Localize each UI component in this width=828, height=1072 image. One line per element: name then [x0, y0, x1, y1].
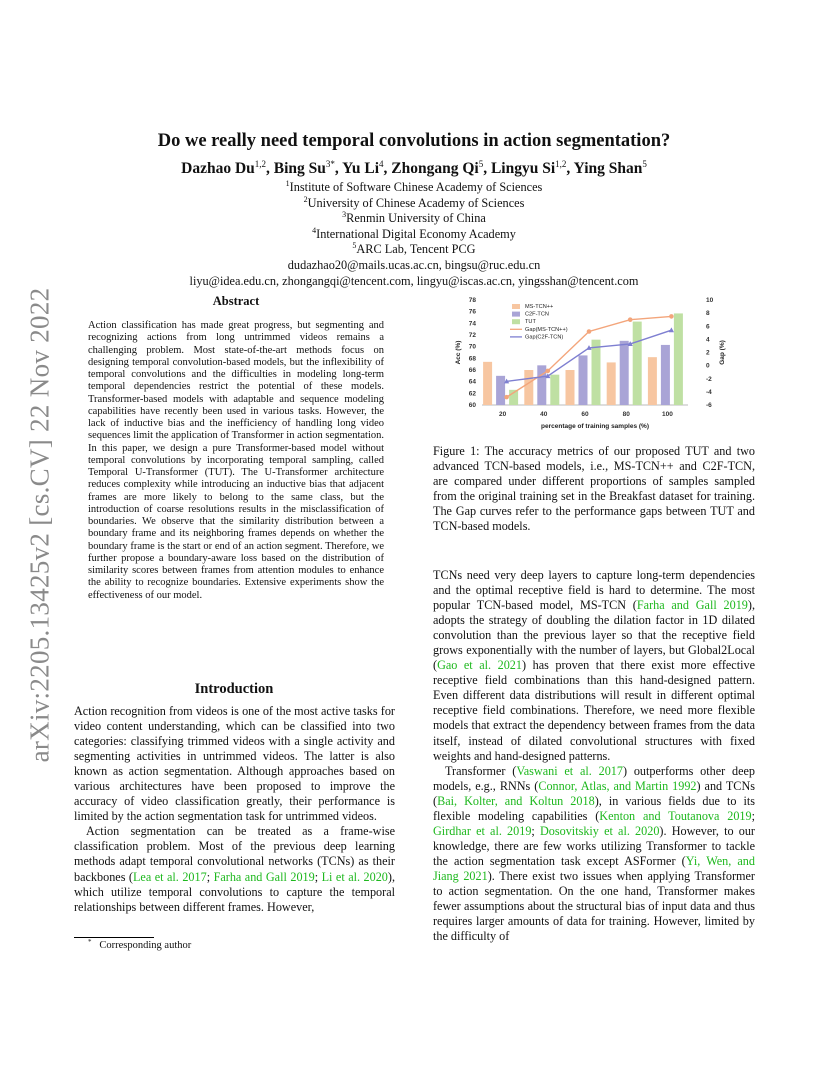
citation-link[interactable]: Farha and Gall 2019 [213, 869, 315, 884]
x-tick-label: 20 [498, 411, 507, 418]
author-affil-mark: 4 [379, 159, 384, 169]
author-separator: , [383, 160, 392, 177]
y2-tick-label: 4 [706, 336, 710, 344]
author-name: Yu Li [342, 160, 380, 177]
y2-axis-title: Gap (%) [719, 340, 726, 365]
y2-tick-label: -2 [706, 375, 712, 383]
y-tick-label: 72 [468, 332, 476, 339]
paragraph [74, 824, 395, 914]
point-gap-ms-tcn- [546, 369, 551, 374]
y-tick-label: 76 [468, 308, 476, 316]
bar-tut [633, 322, 642, 405]
y-tick-label: 68 [468, 355, 476, 363]
legend-label: C2F-TCN [525, 311, 549, 318]
affiliation-text: University of Chinese Academy of Sciences [307, 195, 525, 210]
y-axis-title: Acc (%) [455, 340, 462, 365]
affiliation-mark: 1 [285, 179, 290, 188]
citation-link[interactable]: Li et al. 2020 [321, 869, 388, 884]
body-text: ; [314, 869, 322, 884]
bar-c2f-tcn [661, 345, 670, 405]
legend-label: MS-TCN++ [525, 304, 554, 310]
point-gap-ms-tcn- [587, 329, 592, 334]
x-tick-label: 40 [540, 411, 548, 418]
author-list [74, 160, 754, 178]
y2-tick-label: 0 [706, 362, 710, 370]
citation-link[interactable]: Gao et al. 2021 [437, 658, 522, 673]
y2-tick-label: 2 [706, 349, 710, 357]
x-tick-label: 80 [622, 411, 630, 418]
bar-tut [592, 340, 601, 405]
paragraph [433, 568, 755, 764]
affiliation-text: International Digital Economy Academy [316, 226, 516, 241]
paragraph [74, 704, 395, 824]
accuracy-chart [430, 290, 756, 440]
bar-tut [550, 375, 559, 405]
author-name: Dazhao Du [181, 160, 255, 177]
abstract-text: Action classification has made great progress, but segmenting and recognizing actions from long untrimmed videos remains a challenging problem. Most state-of-the-art methods focus on designing temporal convolution-based models, but the inflexibility of temporal convolutions and the difficulties in modeling long-term temporal dependencies restrict the potential of these models. Transformer-based models with adaptable and sequence modeling capabilities have recently been used in various tasks. However, the lack of inductive bias and the inefficiency of handling long video sequences limit the application of Transformer in action segmentation. In this paper, we design a pure Transformer-based model without temporal convolutions by incorporating temporal sampling, called Temporal U-Transformer (TUT). The U-Transformer architecture reduces complexity while introducing an inductive bias that adjacent frames are more likely to belong to the same class, but the introduction of coarse resolutions results in the misclassification of boundaries. We observe that the similarity distribution between a boundary frame and its neighboring frames depends on whether the boundary frame is the start or end of an action segment. Therefore, we further propose a boundary-aware loss based on the distribution of similarity scores between frames from attention modules to enhance the ability to recognize boundaries. Extensive experiments show the effectiveness of our model. [88, 320, 384, 601]
bar-ms-tcn- [648, 357, 657, 405]
bar-ms-tcn- [566, 370, 575, 405]
author-name: Lingyu Si [490, 160, 556, 177]
affiliation-line [74, 180, 754, 196]
point-gap-ms-tcn- [669, 314, 674, 319]
citation-link[interactable]: Kenton and Toutanova 2019 [599, 808, 752, 823]
y2-tick-label: 10 [706, 297, 714, 304]
citation-link[interactable]: Yi, Wen, and Jiang 2021 [433, 853, 755, 883]
footnote-rule [74, 937, 154, 938]
citation-link[interactable]: Lea et al. 2017 [132, 869, 207, 884]
right-column-body [433, 568, 755, 944]
author-separator: , [566, 160, 574, 177]
y-tick-label: 70 [468, 343, 476, 351]
arxiv-sidebar-stamp [22, 280, 58, 770]
author-separator: , [483, 160, 491, 177]
email-line: liyu@idea.edu.cn, zhongangqi@tencent.com, lingyu@iscas.ac.cn, yingsshan@tencent.com [189, 273, 639, 288]
legend-swatch [512, 319, 520, 324]
body-text: ), in various fields due to its flexible modeling capabilities ( [433, 793, 755, 823]
affiliation-line [74, 242, 754, 258]
bar-c2f-tcn [496, 376, 505, 405]
y-tick-label: 60 [468, 402, 476, 409]
citation-link[interactable]: Girdhar et al. 2019 [433, 823, 532, 838]
body-text: ). There exist two issues when applying Transformer to action segmentation. On the one hand, Transformer makes fewer assumptions about the structural bias of input data and thus requires larger amounts of data for training. However, limited by the difficulty of [433, 868, 755, 944]
y-tick-label: 66 [468, 367, 476, 374]
bar-ms-tcn- [607, 362, 616, 405]
affiliation-text: Renmin University of China [346, 211, 486, 226]
body-text: Action segmentation can be treated as a frame-wise classification problem. Most of the previous deep learning methods adapt temporal convolutional networks (TCNs) as their backbones ( [74, 824, 395, 884]
body-text: ), which utilize temporal convolutions to capture the temporal relationships between different frames. However, [74, 869, 396, 914]
x-tick-label: 60 [581, 411, 589, 418]
legend-swatch [512, 312, 520, 317]
affiliation-text: ARC Lab, Tencent PCG [356, 242, 476, 257]
point-gap-c2f-tcn- [669, 327, 674, 332]
author-affil-mark: 1,2 [555, 159, 567, 169]
y-tick-label: 78 [468, 297, 476, 304]
bar-ms-tcn- [524, 370, 533, 405]
author-affil-mark: 5 [478, 159, 484, 169]
author-affil-mark: 5 [642, 159, 647, 169]
point-gap-ms-tcn- [628, 317, 633, 322]
body-text: ) has proven that there exist more effective receptive field combinations than this hand-designed pattern. Even different data distributions will result in different optimal receptive field combinations. Therefore, we need more flexible models that extract the dependency between frames from the data itself, instead of dilated convolutional structures with fixed weights and hand-designed patterns. [433, 658, 755, 763]
author-separator: , [266, 160, 274, 177]
legend-label: Gap(MS-TCN++) [525, 326, 568, 333]
y-tick-label: 74 [468, 320, 476, 328]
left-column-body [74, 704, 395, 915]
figure-caption: Figure 1: The accuracy metrics of our proposed TUT and two advanced TCN-based models, i.e., MS-TCN++ and C2F-TCN, are compared under different proportions of samples sampled from the original training set in the Breakfast dataset for training. The Gap curves refer to the performance gaps between TUT and TCN-based models. [433, 444, 755, 534]
legend-label: Gap(C2F-TCN) [525, 334, 564, 341]
body-text: ; [531, 823, 540, 838]
affiliation-mark: 4 [312, 225, 317, 235]
affiliation-mark: 2 [303, 194, 308, 204]
body-text: ), adopts the strategy of doubling the dilation factor in 1D dilated convolution than the previous layer so that the receptive field grows exponentially with the number of layers, but Global2Local ( [433, 598, 755, 673]
legend-label: TUT [525, 319, 536, 326]
footnote [88, 940, 191, 951]
paper-title: Do we really need temporal convolutions in action segmentation? [157, 131, 671, 151]
point-gap-ms-tcn- [504, 395, 509, 400]
legend-swatch [512, 304, 520, 309]
affiliation-text: Institute of Software Chinese Academy of Sciences [289, 180, 543, 194]
body-text: ; [206, 869, 214, 884]
author-separator: , [334, 160, 343, 177]
x-tick-label: 100 [661, 411, 673, 418]
body-text: ) and TCNs ( [433, 778, 755, 808]
paragraph [433, 764, 755, 945]
footnote-text: Corresponding author [99, 940, 192, 951]
citation-link[interactable]: Farha and Gall 2019 [636, 598, 748, 613]
y2-tick-label: -6 [706, 402, 712, 409]
body-text: TCNs need very deep layers to capture long-term dependencies and the optimal receptive field is hard to determine. The most popular TCN-based model, MS-TCN ( [433, 568, 755, 613]
bar-c2f-tcn [579, 355, 588, 405]
email-line: dudazhao20@mails.ucas.ac.cn, bingsu@ruc.edu.cn [287, 257, 541, 272]
body-text: ). However, to our knowledge, there are few works utilizing Transformer to tackle the action segmentation task except ASFormer ( [433, 823, 755, 868]
y2-tick-label: -4 [706, 388, 712, 396]
author-affil-mark: 3* [325, 159, 335, 169]
bar-c2f-tcn [537, 365, 546, 405]
affiliation-line [74, 227, 754, 243]
body-text: ; [751, 808, 755, 823]
citation-link[interactable]: Vaswani et al. 2017 [516, 763, 623, 778]
body-text: Transformer ( [445, 763, 517, 778]
figure-1 [430, 290, 756, 440]
x-axis-title: percentage of training samples (%) [541, 423, 649, 430]
affiliation-mark: 3 [342, 210, 347, 220]
author-name: Bing Su [273, 160, 326, 177]
abstract-heading: Abstract [212, 294, 260, 308]
body-text: Action recognition from videos is one of the most active tasks for video content understanding, which can be classified into two categories: classifying trimmed videos with a single activity and segmenting activities in untrimmed videos. The latter is also known as action segmentation. Although approaches based on various architectures have been proposed to improve the accuracy of video classification greatly, their performance is limited by the action segmentation task for untrimmed videos. [74, 704, 395, 824]
author-affil-mark: 1,2 [254, 159, 267, 169]
body-text: ) outperforms other deep models, e.g., RNNs ( [433, 763, 755, 793]
citation-link[interactable]: Connor, Atlas, and Martin 1992 [538, 778, 697, 793]
affiliation-mark: 5 [352, 241, 357, 251]
affiliation-line [74, 196, 754, 212]
author-name: Ying Shan [573, 160, 643, 177]
bar-tut [674, 313, 683, 405]
bar-c2f-tcn [620, 341, 629, 405]
introduction-heading: Introduction [194, 681, 274, 697]
y2-tick-label: 8 [706, 310, 710, 318]
y-tick-label: 62 [468, 390, 476, 398]
footnote-mark: * [88, 938, 92, 946]
y2-tick-label: 6 [706, 323, 710, 331]
y-tick-label: 64 [468, 378, 476, 386]
citation-link[interactable]: Bai, Kolter, and Koltun 2018 [437, 793, 595, 808]
arxiv-id: arXiv:2205.13425v2 [cs.CV] 22 Nov 2022 [24, 287, 55, 763]
affiliations [74, 180, 754, 289]
citation-link[interactable]: Dosovitskiy et al. 2020 [539, 823, 660, 838]
author-name: Zhongang Qi [391, 160, 479, 177]
bar-ms-tcn- [483, 362, 492, 405]
affiliation-line [74, 211, 754, 227]
